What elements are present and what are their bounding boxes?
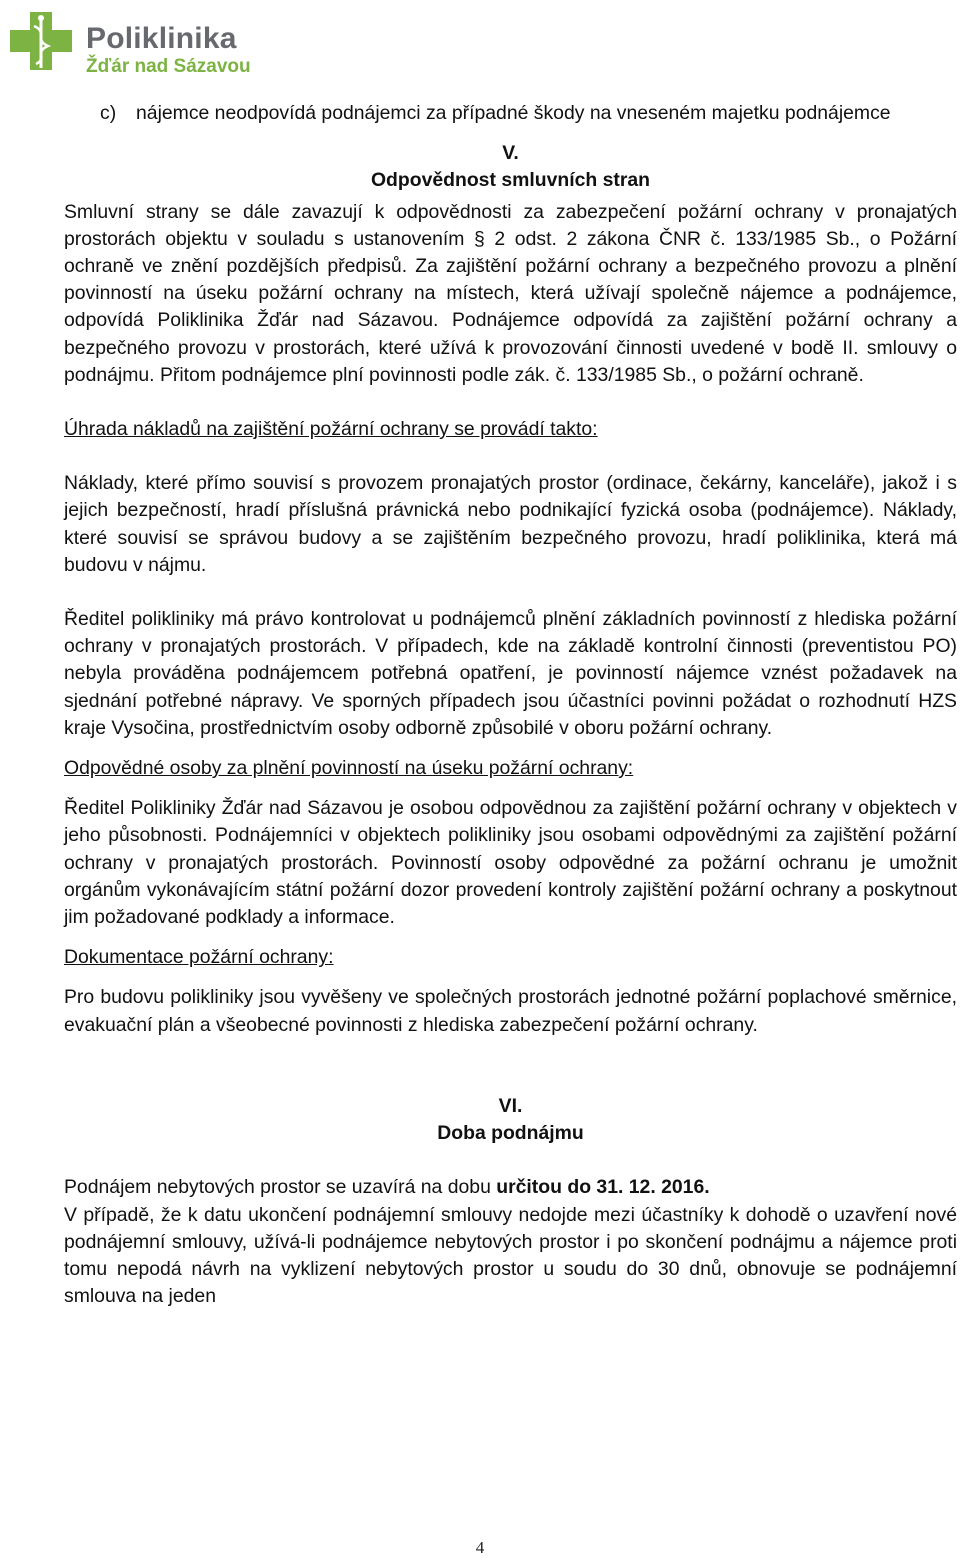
list-item-c: [64, 100, 957, 127]
paragraph: Náklady, které přímo souvisí s provozem pronajatých prostor (ordinace, čekárny, kanceláře), jakož i s jejich bezpečností, hradí příslušná právnická nebo podnikající fyzická osoba (podnájemce). Náklady, které souvisí se správou budovy a se zajištěním bezpečného provozu, hradí poliklinika, která má budovu v nájmu.: [64, 472, 957, 576]
paragraph: Ředitel Polikliniky Žďár nad Sázavou je osobou odpovědnou za zajištění požární ochrany v objektech v jeho působnosti. Podnájemníci v objektech polikliniky jsou osobami odpovědnými za zajištění požární ochrany v pronajatých prostorách. Povinností osoby odpovědné za požární ochranu je umožnit orgánům vykonávajícím státní požární dozor provedení kontroly zajištění požární ochrany a poskytnout jim požadované podklady a informace.: [64, 797, 957, 929]
section-title: Doba podnájmu: [437, 1122, 584, 1145]
subheading: Úhrada nákladů na zajištění požární ochrany se provádí takto:: [64, 418, 598, 441]
paragraph: Ředitel polikliniky má právo kontrolovat u podnájemců plnění základních povinností z hlediska požární ochrany v pronajatých prostorách. V případech, kde na základě kontrolní činnosti (preventistou PO) nebyla prováděna podnájemcem potřebná opatření, je povinností nájemce vznést požadavek na sjednání potřebné nápravy. Ve sporných případech jsou účastníci povinni požádat o rozhodnutí HZS kraje Vysočina, prostřednictvím osoby odborně způsobilé v oboru požární ochrany.: [64, 608, 957, 739]
paragraph-bold-date: určitou do 31. 12. 2016.: [496, 1176, 710, 1199]
paragraph: V případě, že k datu ukončení podnájemní smlouvy nedojde mezi účastníky k dohodě o uzavření nové podnájemní smlouvy, užívá-li podnájemce nebytových prostor i po skončení podnájmu a nájemce proti tomu nepodá návrh na vyklizení nebytových prostor u soudu do 30 dnů, obnovuje se podnájemní smlouva na jeden: [64, 1203, 957, 1308]
document-body: [64, 100, 957, 1310]
paragraph-text: Podnájem nebytových prostor se uzavírá na dobu: [64, 1176, 497, 1199]
paragraph: Pro budovu polikliniky jsou vyvěšeny ve společných prostorách jednotné požární poplachové směrnice, evakuační plán a všeobecné povinnosti z hlediska zabezpečení požární ochrany.: [64, 986, 957, 1036]
subheading: Odpovědné osoby za plnění povinností na úseku požární ochrany:: [64, 757, 634, 780]
list-item-text: nájemce neodpovídá podnájemci za případné škody na vneseném majetku podnájemce: [136, 102, 891, 124]
caduceus-cross-icon: [6, 10, 76, 72]
logo-subtitle: Žďár nad Sázavou: [86, 56, 251, 77]
logo-name: Poliklinika: [86, 22, 237, 55]
page-number: 4: [475, 1538, 485, 1557]
list-item-label: c): [100, 102, 117, 124]
section-number: VI.: [498, 1094, 523, 1117]
section-number: V.: [502, 142, 519, 165]
paragraph: Smluvní strany se dále zavazují k odpovědnosti za zabezpečení požární ochrany v pronajatých prostorách objektu v souladu s ustanovením § 2 odst. 2 zákona ČNR č. 133/1985 Sb., o Požární ochraně ve znění pozdějších předpisů. Za zajištění požární ochrany a bezpečného provozu a plnění povinností na úseku požární ochrany na místech, která užívají společně nájemce a podnájemce, odpovídá Poliklinika Žďár nad Sázavou. Podnájemce odpovídá za zajištění požární ochrany a bezpečného provozu v prostorách, které užívá k provozování činnosti uvedené v bodě II. smlouvy o podnájmu. Přitom podnájemce plní povinnosti podle zák. č. 133/1985 Sb., o požární ochraně.: [64, 200, 957, 386]
poliklinika-logo: [6, 10, 266, 77]
subheading: Dokumentace požární ochrany:: [64, 946, 334, 969]
paragraph: [64, 1174, 957, 1201]
section-title: Odpovědnost smluvních stran: [370, 169, 651, 192]
